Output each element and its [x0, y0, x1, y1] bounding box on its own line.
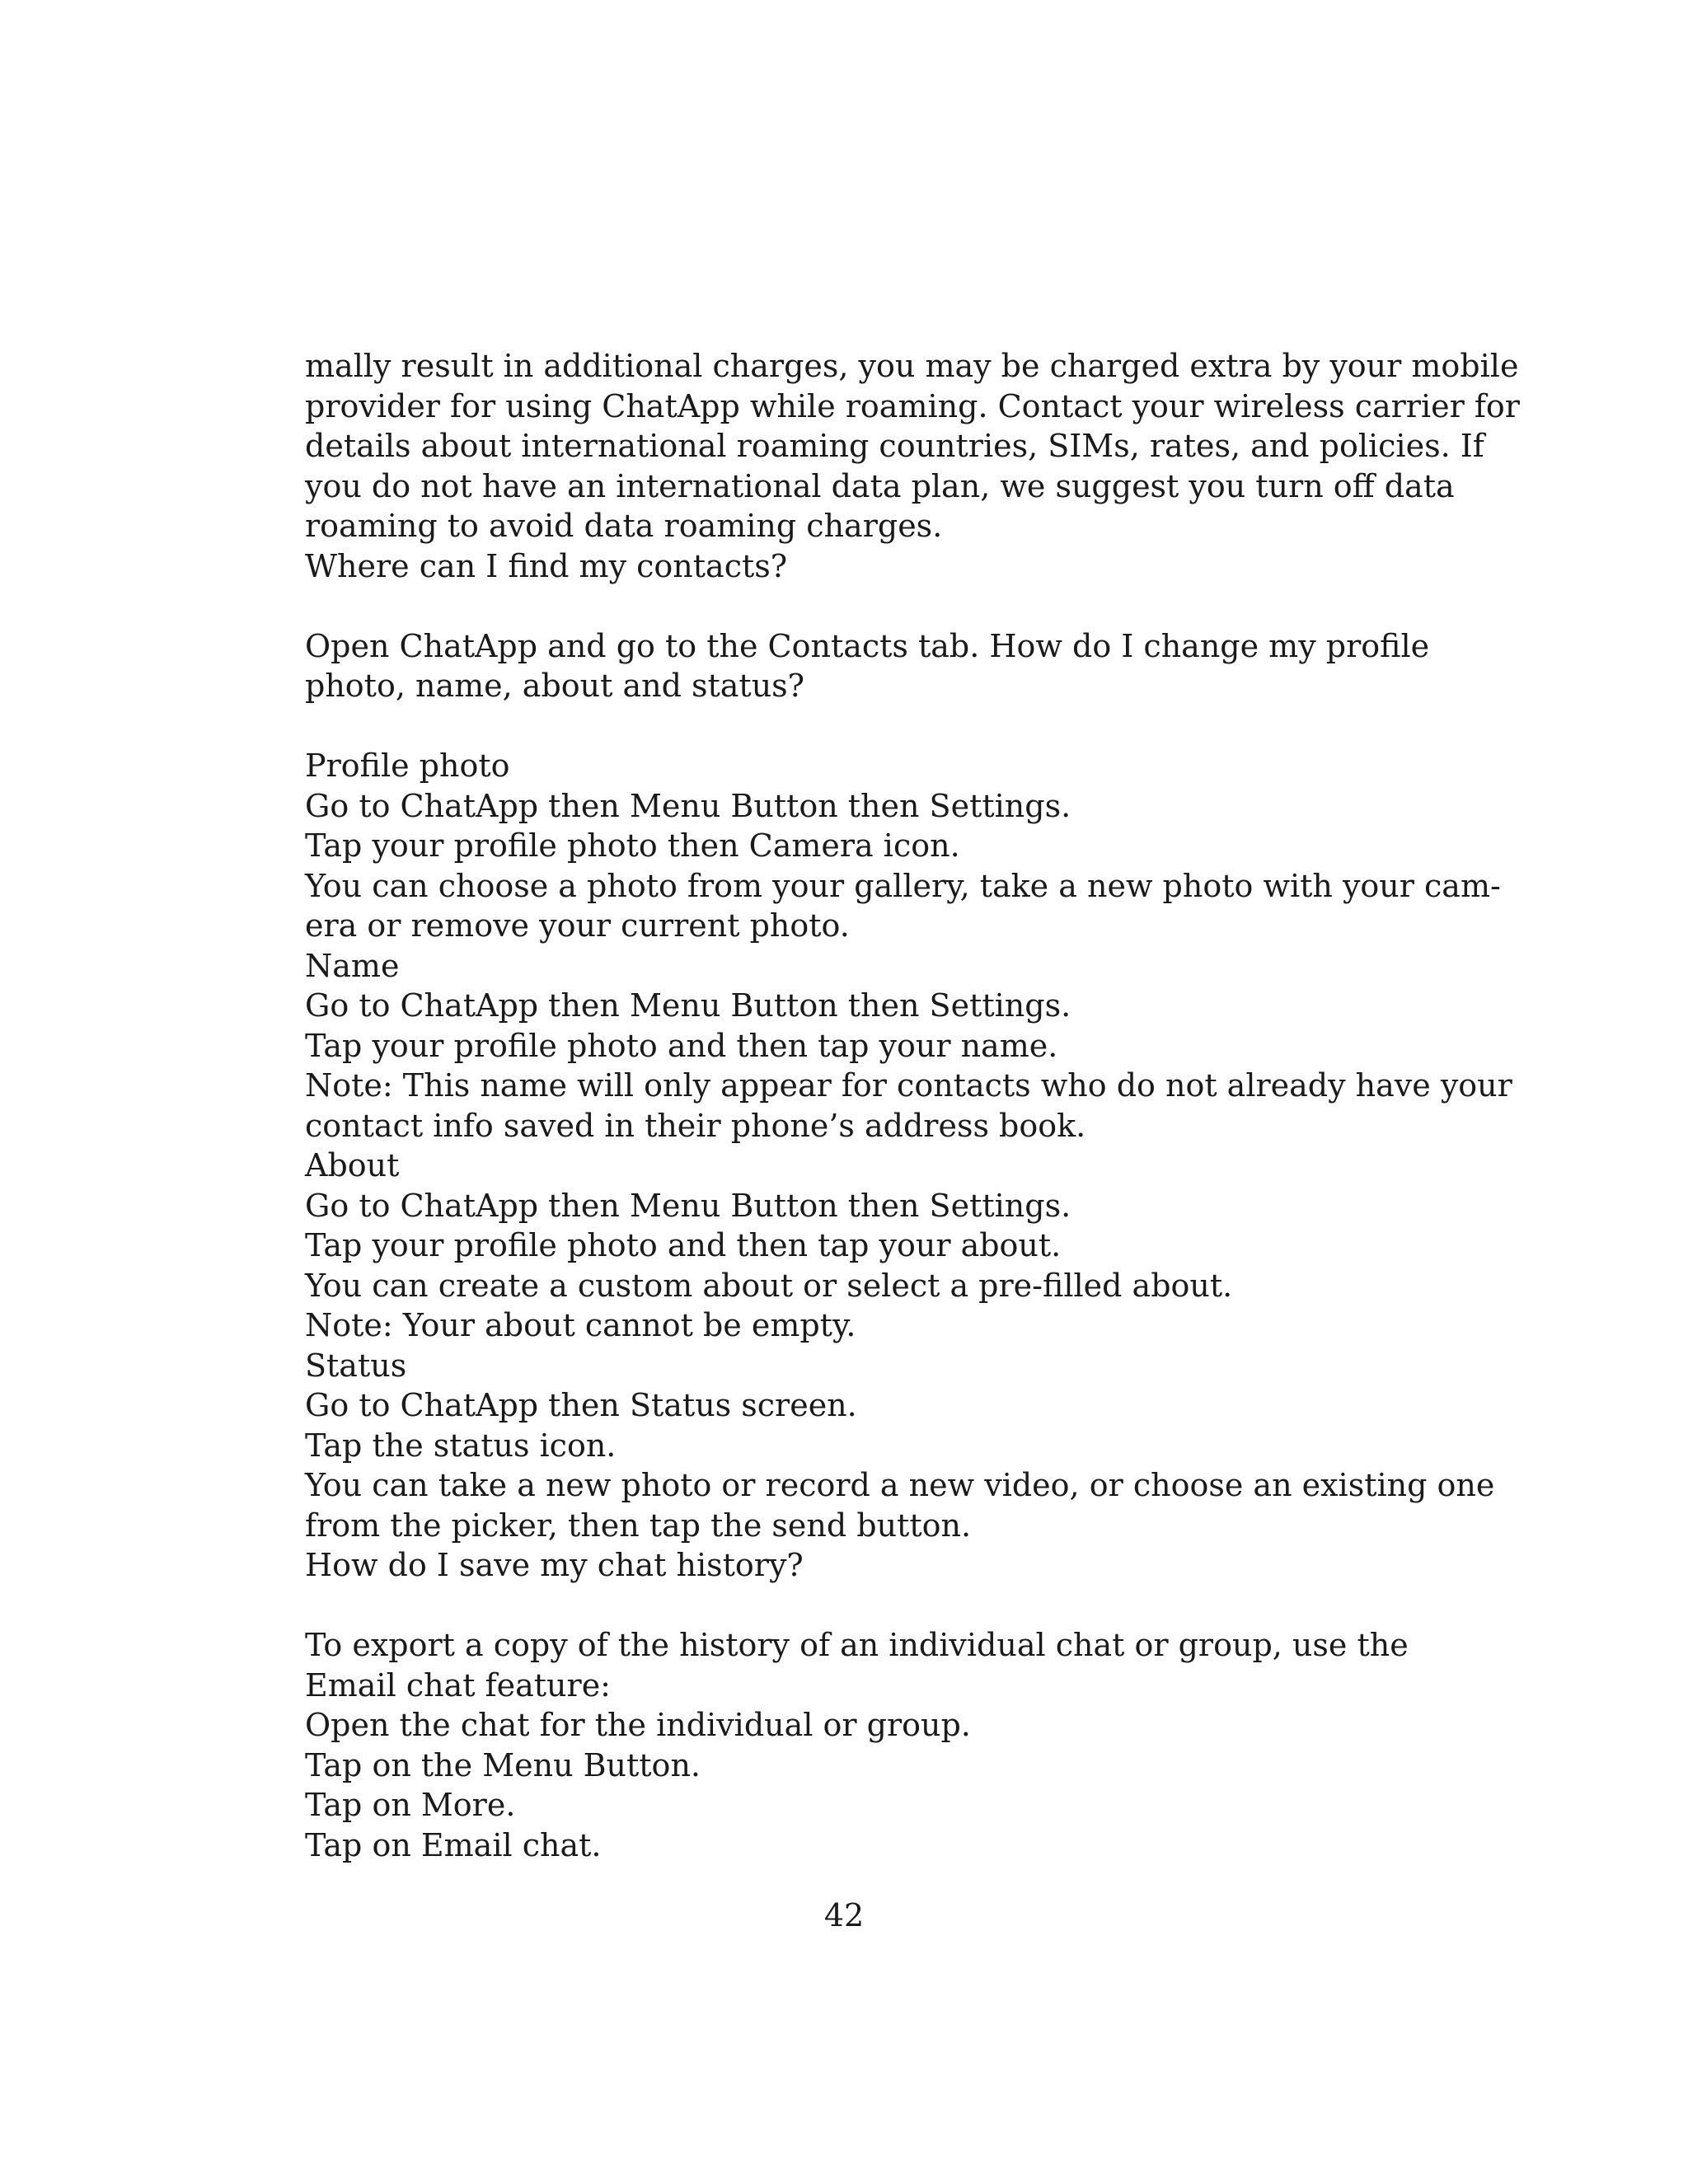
text-line: Go to ChatApp then Menu Button then Settings. [305, 1187, 1071, 1224]
text-line: Note: This name will only appear for contacts who do not already have your [305, 1067, 1512, 1104]
text-line: You can create a custom about or select a pre-filled about. [305, 1267, 1233, 1304]
text-line: contact info saved in their phone’s address book. [305, 1107, 1086, 1144]
text-line: Tap on Email chat. [305, 1826, 602, 1863]
text-line: Tap on the Menu Button. [305, 1746, 701, 1783]
text-line: photo, name, about and status? [305, 668, 805, 704]
text-line: You can take a new photo or record a new video, or choose an existing one [305, 1467, 1495, 1503]
text-line: Status [305, 1347, 407, 1384]
text-line: How do I save my chat history? [305, 1547, 804, 1583]
text-line: mally result in additional charges, you may be charged extra by your mobile [305, 348, 1519, 384]
text-line: Tap on More. [305, 1787, 516, 1823]
text-line: You can choose a photo from your gallery, take a new photo with your cam- [305, 867, 1501, 904]
blank-line [305, 706, 1376, 747]
blank-line [305, 586, 1376, 626]
text-line: era or remove your current photo. [305, 907, 850, 944]
page-number: 42 [823, 1897, 865, 1933]
text-line: Profile photo [305, 748, 510, 784]
text-line: details about international roaming countries, SIMs, rates, and policies. If [305, 428, 1484, 464]
text-line: Tap your profile photo and then tap your about. [305, 1227, 1062, 1263]
body-text [305, 346, 1520, 1865]
text-line: Tap your profile photo then Camera icon. [305, 827, 960, 864]
text-line: Open ChatApp and go to the Contacts tab. How do I change my profile [305, 627, 1430, 664]
text-line: Go to ChatApp then Status screen. [305, 1387, 857, 1423]
text-line: To export a copy of the history of an individual chat or group, use the [305, 1627, 1409, 1663]
text-line: you do not have an international data plan, we suggest you turn off data [305, 467, 1455, 504]
text-line: Tap your profile photo and then tap your name. [305, 1027, 1058, 1064]
text-line: Go to ChatApp then Menu Button then Settings. [305, 987, 1071, 1024]
text-line: Tap the status icon. [305, 1427, 617, 1464]
text-line: About [305, 1147, 400, 1183]
text-line: Name [305, 947, 400, 984]
text-line: Email chat feature: [305, 1666, 611, 1704]
text-line: Open the chat for the individual or group. [305, 1707, 971, 1743]
text-line: roaming to avoid data roaming charges. [305, 508, 943, 544]
blank-line [305, 1586, 1376, 1626]
text-line: provider for using ChatApp while roaming. Contact your wireless carrier for [305, 387, 1520, 424]
text-line: from the picker, then tap the send button. [305, 1507, 972, 1544]
text-line: Where can I find my contacts? [305, 547, 788, 584]
text-line: Go to ChatApp then Menu Button then Settings. [305, 787, 1071, 824]
text-line: Note: Your about cannot be empty. [305, 1307, 856, 1343]
